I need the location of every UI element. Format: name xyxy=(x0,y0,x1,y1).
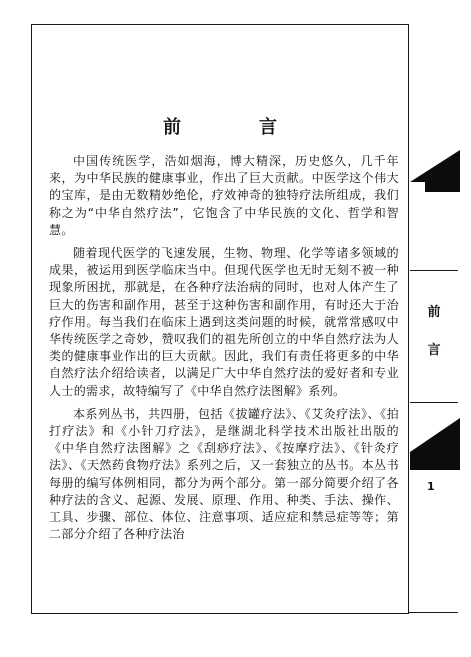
body-text xyxy=(49,153,399,549)
side-divider-top xyxy=(410,270,458,271)
side-tab-top-wedge xyxy=(410,150,460,182)
side-title-char-1: 前 xyxy=(427,305,441,320)
paragraph-1: 中国传统医学，浩如烟海，博大精深，历史悠久，几千年来，为中华民族的健康事业，作出了巨大贡献。中医学这个伟大的宝库，是由无数精妙绝伦，疗效神奇的独特疗法所组成，我们称之为“中华自然疗法”，它饱含了中华民族的文化、哲学和智慧。 xyxy=(49,154,399,237)
frame-bottom-extension xyxy=(408,612,458,613)
paragraph-2: 随着现代医学的飞速发展，生物、物理、化学等诸多领域的成果，被运用到医学临床当中。但现代医学也无时无刻不被一种现象所困扰，那就是，在各种疗法治病的同时，也对人体产生了巨大的伤害和副作用，甚至于这种伤害和副作用，有时还大于治疗作用。每当我们在临床上遇到这类问题的时候，就常常感叹中华传统医学之奇妙，赞叹我们的祖先所创立的中华自然疗法为人类的健康事业作出的巨大贡献。因此，我们有责任将更多的中华自然疗法介绍给读者，以满足广大中华自然疗法的爱好者和专业人士的需求，故特编写了《中华自然疗法图解》系列。 xyxy=(49,246,399,398)
side-title xyxy=(425,294,443,370)
side-title-char-2: 言 xyxy=(427,343,441,358)
side-tab-bottom-wedge xyxy=(410,418,460,452)
side-tab-bottom-fill xyxy=(410,452,460,470)
page-title: 前 言 xyxy=(163,117,307,138)
side-divider-bottom xyxy=(410,402,458,403)
side-tab-top-fill xyxy=(425,182,460,192)
paragraph-3: 本系列丛书，共四册，包括《拔罐疗法》、《艾灸疗法》、《拍打疗法》和《小针刀疗法》，是继湖北科学技术出版社出版的《中华自然疗法图解》之《刮痧疗法》、《按摩疗法》、《针灸疗法》、《天然药食物疗法》系列之后，又一套独立的丛书。本丛书每册的编写体例相同，都分为两个部分。第一部分简要介绍了各种疗法的含义、起源、发展、原理、作用、种类、手法、操作、工具、步骤、部位、体位、注意事项、适应症和禁忌症等等；第二部分介绍了各种疗法治 xyxy=(49,406,399,542)
page-number: 1 xyxy=(427,480,435,493)
